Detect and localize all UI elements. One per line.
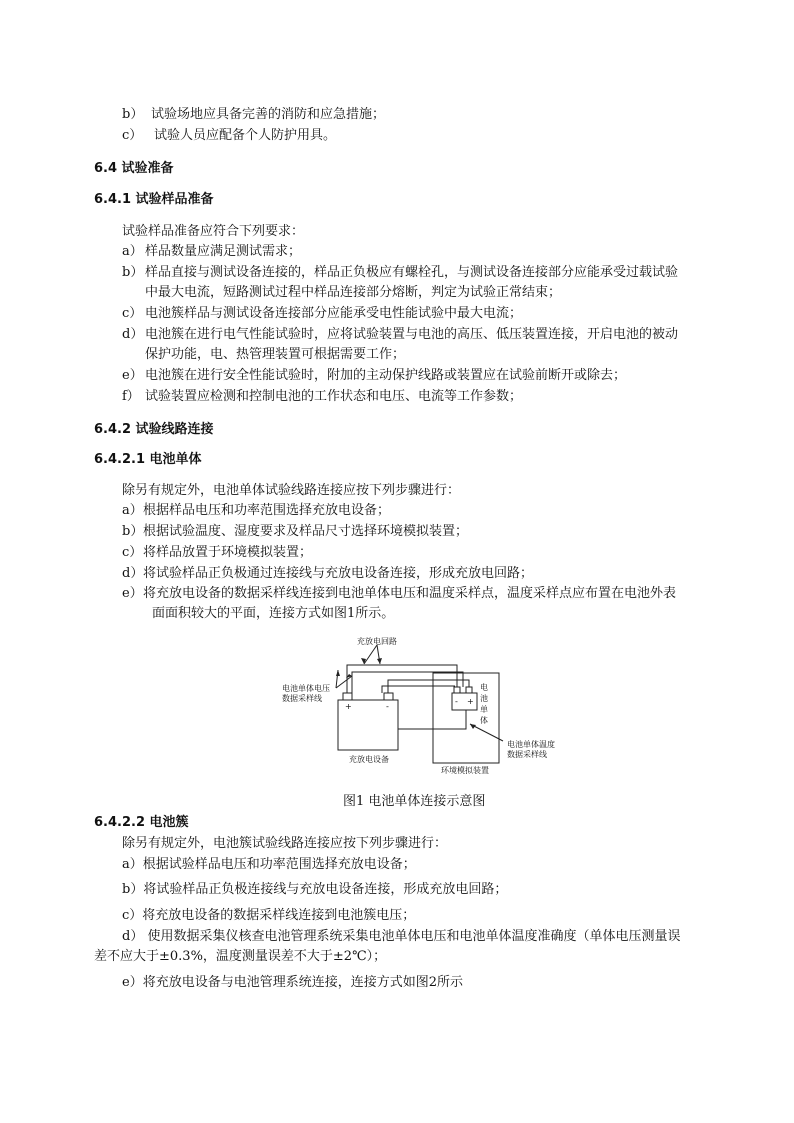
list-item-text: 差不应大于±0.3%，温度测量误差不大于±2℃）；	[94, 949, 387, 964]
figure-label: -	[455, 697, 458, 706]
figure-label: +	[345, 702, 352, 711]
voltage-wire	[382, 686, 455, 693]
figure-label: 单	[480, 705, 488, 714]
list-label: a）	[122, 503, 143, 518]
paragraph: 除另有规定外，电池簇试验线路连接应按下列步骤进行：	[122, 836, 448, 851]
list-item-text: 电池簇在进行电气性能试验时，应将试验装置与电池的高压、低压装置连接，开启电池的被动	[145, 327, 679, 342]
list-item-text: 电池簇在进行安全性能试验时，附加的主动保护线路或装置应在试验前断开或除去；	[145, 368, 627, 383]
list-label: e）	[122, 368, 143, 383]
list-item-text: e）将充放电设备与电池管理系统连接，连接方式如图2所示	[122, 975, 463, 990]
equipment-terminal	[343, 693, 352, 700]
leader-line	[336, 676, 352, 688]
list-label: b）	[122, 107, 144, 122]
list-label: c）	[122, 545, 143, 560]
paragraph: 试验样品准备应符合下列要求：	[122, 224, 305, 239]
list-item-text: c）将充放电设备的数据采样线连接到电池簇电压；	[122, 908, 416, 923]
temp-wire	[398, 710, 466, 729]
list-label: e）	[122, 586, 143, 601]
cell-terminal	[466, 687, 472, 693]
arrow-head	[336, 670, 340, 676]
equipment-terminal	[384, 693, 393, 700]
list-item-text: 试验场地应具备完善的消防和应急措施；	[151, 107, 386, 122]
list-item-text: 面面积较大的平面，连接方式如图1所示。	[152, 606, 395, 621]
figure-label: 电池单体温度	[507, 740, 555, 749]
figure-label: 充放电回路	[357, 637, 397, 646]
figure-label: 体	[480, 716, 488, 725]
list-item-text: a）根据试验样品电压和功率范围选择充放电设备；	[122, 857, 416, 872]
list-label: b）	[122, 524, 144, 539]
list-label: a）	[122, 244, 143, 259]
list-item-text: 将样品放置于环境模拟装置；	[143, 545, 313, 560]
list-label: b）	[122, 265, 144, 280]
list-item-text: 根据试验温度、湿度要求及样品尺寸选择环境模拟装置；	[143, 524, 469, 539]
figure-label: 电池单体电压	[282, 684, 330, 693]
voltage-wire	[352, 672, 463, 693]
list-item-text: 样品直接与测试设备连接的，样品正负极应有螺栓孔，与测试设备连接部分应能承受过载试验	[145, 265, 679, 280]
section-heading: 6.4.2.2 电池簇	[94, 815, 189, 830]
arrow-head	[361, 658, 366, 664]
figure-label: 环境模拟装置	[441, 766, 489, 775]
list-label: d）	[122, 566, 144, 581]
list-item-text: d） 使用数据采集仪核查电池管理系统采集电池单体电压和电池单体温度准确度（单体电压测量误	[122, 929, 681, 944]
figure-label: 数据采样线	[507, 750, 547, 759]
leader-line	[364, 645, 377, 664]
figure-label: 充放电设备	[349, 755, 389, 764]
arrow-head	[377, 658, 382, 664]
list-item-text: 电池簇样品与测试设备连接部分应能承受电性能试验中最大电流；	[145, 306, 523, 321]
figure-label: 电	[480, 683, 488, 692]
figure-label: 池	[480, 694, 488, 703]
paragraph: 除另有规定外，电池单体试验线路连接应按下列步骤进行：	[122, 483, 461, 498]
list-item-text: 试验装置应检测和控制电池的工作状态和电压、电流等工作参数；	[145, 389, 523, 404]
list-item-text: 样品数量应满足测试需求；	[145, 244, 302, 259]
list-label: c）	[122, 128, 143, 143]
section-heading: 6.4.1 试验样品准备	[94, 192, 214, 207]
list-item-text: b）将试验样品正负极连接线与充放电设备连接，形成充放电回路；	[122, 882, 508, 897]
list-label: c）	[122, 306, 143, 321]
list-label: d）	[122, 327, 144, 342]
section-heading: 6.4.2.1 电池单体	[94, 452, 202, 467]
figure-label: -	[386, 702, 389, 711]
list-item-text: 试验人员应配备个人防护用具。	[154, 128, 337, 143]
list-item-text: 保护功能，电、热管理装置可根据需要工作；	[145, 347, 406, 362]
leader-line	[470, 724, 503, 741]
figure-label: 数据采样线	[282, 694, 322, 703]
figure-caption: 图1 电池单体连接示意图	[343, 794, 486, 809]
list-label: f）	[122, 389, 140, 404]
cell-terminal	[454, 687, 460, 693]
section-heading: 6.4.2 试验线路连接	[94, 422, 214, 437]
loop-wire	[347, 665, 457, 693]
list-item-text: 中最大电流，短路测试过程中样品连接部分熔断，判定为试验正常结束；	[145, 285, 562, 300]
list-item-text: 根据样品电压和功率范围选择充放电设备；	[143, 503, 391, 518]
list-item-text: 将试验样品正负极通过连接线与充放电设备连接，形成充放电回路；	[143, 566, 534, 581]
section-heading: 6.4 试验准备	[94, 161, 174, 176]
list-item-text: 将充放电设备的数据采样线连接到电池单体电压和温度采样点，温度采样点应布置在电池外表	[143, 586, 677, 601]
figure-label: +	[467, 697, 474, 706]
